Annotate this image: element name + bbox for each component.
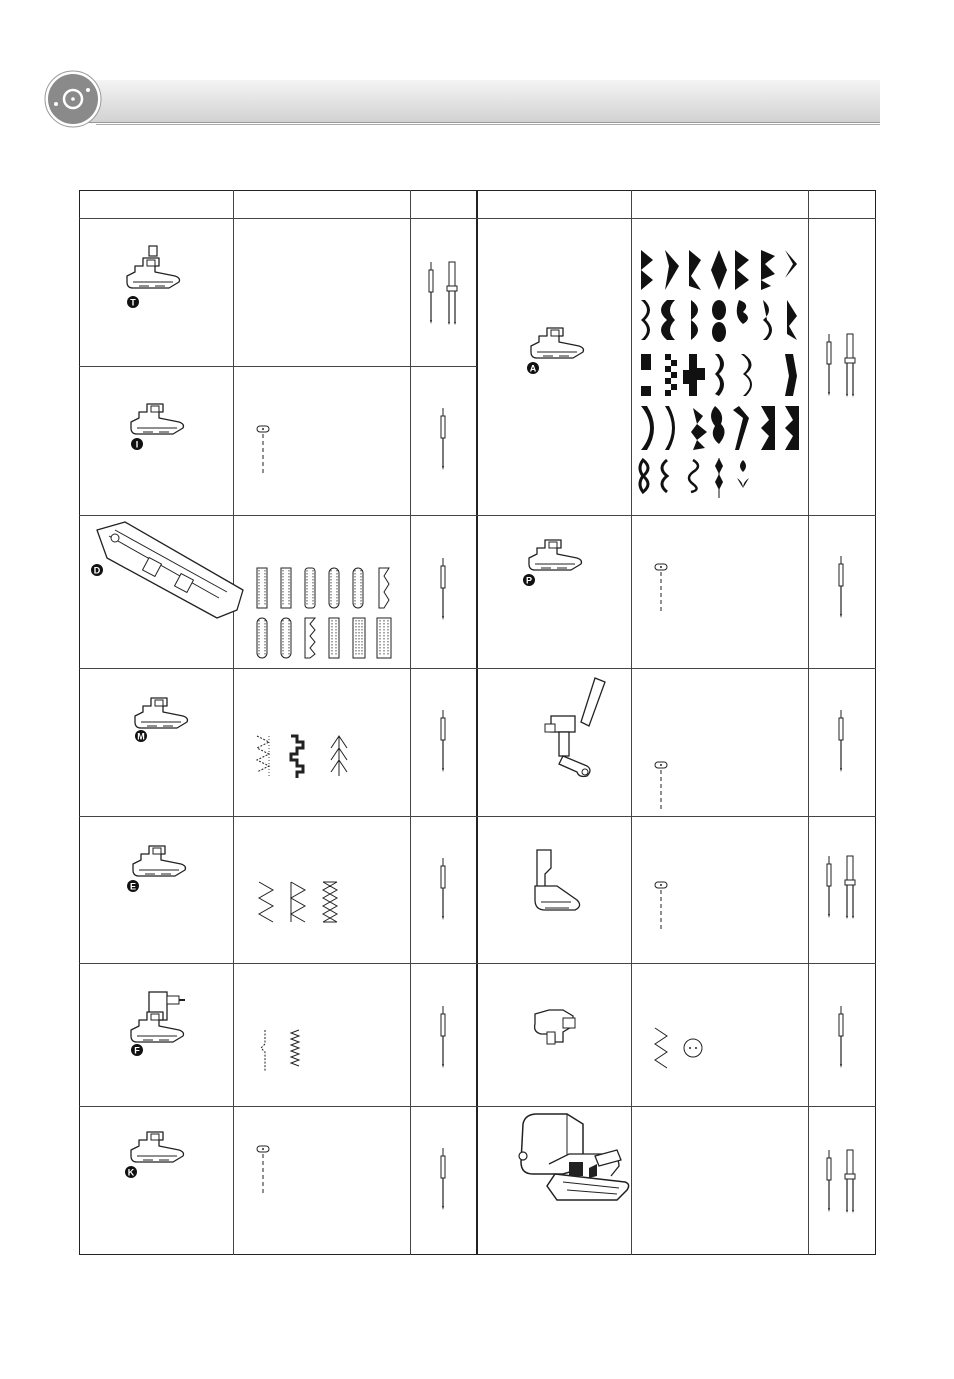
foot-letter-label: P [525,575,533,586]
zipper-foot-icon [525,846,595,926]
col-divider [410,190,411,1255]
button-sewing-foot-icon [527,1008,591,1050]
col-divider [233,190,234,1255]
single-and-twin-needle-icon [425,262,465,332]
straight-stitch-icon [655,564,675,614]
header-stitch [234,190,410,218]
straight-stitch-icon [655,762,675,812]
straight-stitch-icon [257,426,277,476]
row-divider [79,816,876,817]
presser-foot-f-icon [127,982,203,1062]
group-divider [476,190,478,1255]
straight-stitch-icon [655,882,675,932]
zigzag-and-button-icon [653,1026,729,1074]
foot-letter-label: A [529,363,537,374]
single-needle-icon [835,1006,849,1070]
foot-letter-label: I [135,439,139,450]
single-needle-icon [437,408,451,472]
foot-letter-label: K [127,1167,135,1178]
col-divider [808,190,809,1255]
header-foot [79,190,233,218]
header-needle [809,190,875,218]
single-needle-icon [437,1006,451,1070]
foot-letter-label: E [129,881,137,892]
foot-letter-label: F [134,1045,140,1056]
walking-foot-icon [509,1112,629,1222]
row-divider [79,668,876,669]
single-and-twin-needle-icon [823,856,863,926]
single-needle-icon [835,556,849,620]
presser-foot-a-icon [525,326,597,376]
row-divider [79,1106,876,1107]
decorative-satin-stitches-icon [639,246,801,504]
buttonhole-stitches-icon [255,566,403,662]
buttonhole-foot-d-icon [85,520,245,630]
header-needle [411,190,476,218]
single-and-twin-needle-icon [823,334,863,404]
section-header-underline [96,124,880,125]
presser-foot-k-icon [125,1128,197,1184]
presser-foot-e-icon [127,840,197,896]
presser-foot-chart [79,190,876,1255]
header-row-divider [79,218,876,219]
row-divider [79,515,876,516]
zigzag-stitches-icon [257,880,361,926]
foot-letter-label: M [137,731,145,742]
single-needle-icon [835,710,849,774]
single-needle-icon [437,558,451,622]
presser-foot-t-icon [121,244,191,314]
blind-hem-stitches-icon [259,1028,315,1076]
header-stitch [632,190,808,218]
presser-foot-m-icon [131,692,201,748]
row-divider [79,366,477,367]
section-header-bar [66,80,880,123]
row-divider [79,963,876,964]
single-needle-icon [437,710,451,774]
overcast-stitches-icon [255,734,365,780]
foot-letter-label: T [130,297,136,308]
single-needle-icon [437,858,451,922]
presser-foot-p-icon [523,538,601,594]
sewing-disc-icon [44,70,102,128]
straight-stitch-icon [257,1146,277,1196]
header-foot [478,190,631,218]
foot-letter-label: D [93,565,101,576]
presser-foot-i-icon [129,398,199,454]
col-divider [631,190,632,1255]
single-and-twin-needle-icon [823,1150,863,1220]
single-needle-icon [437,1148,451,1212]
darning-foot-icon [537,676,617,782]
